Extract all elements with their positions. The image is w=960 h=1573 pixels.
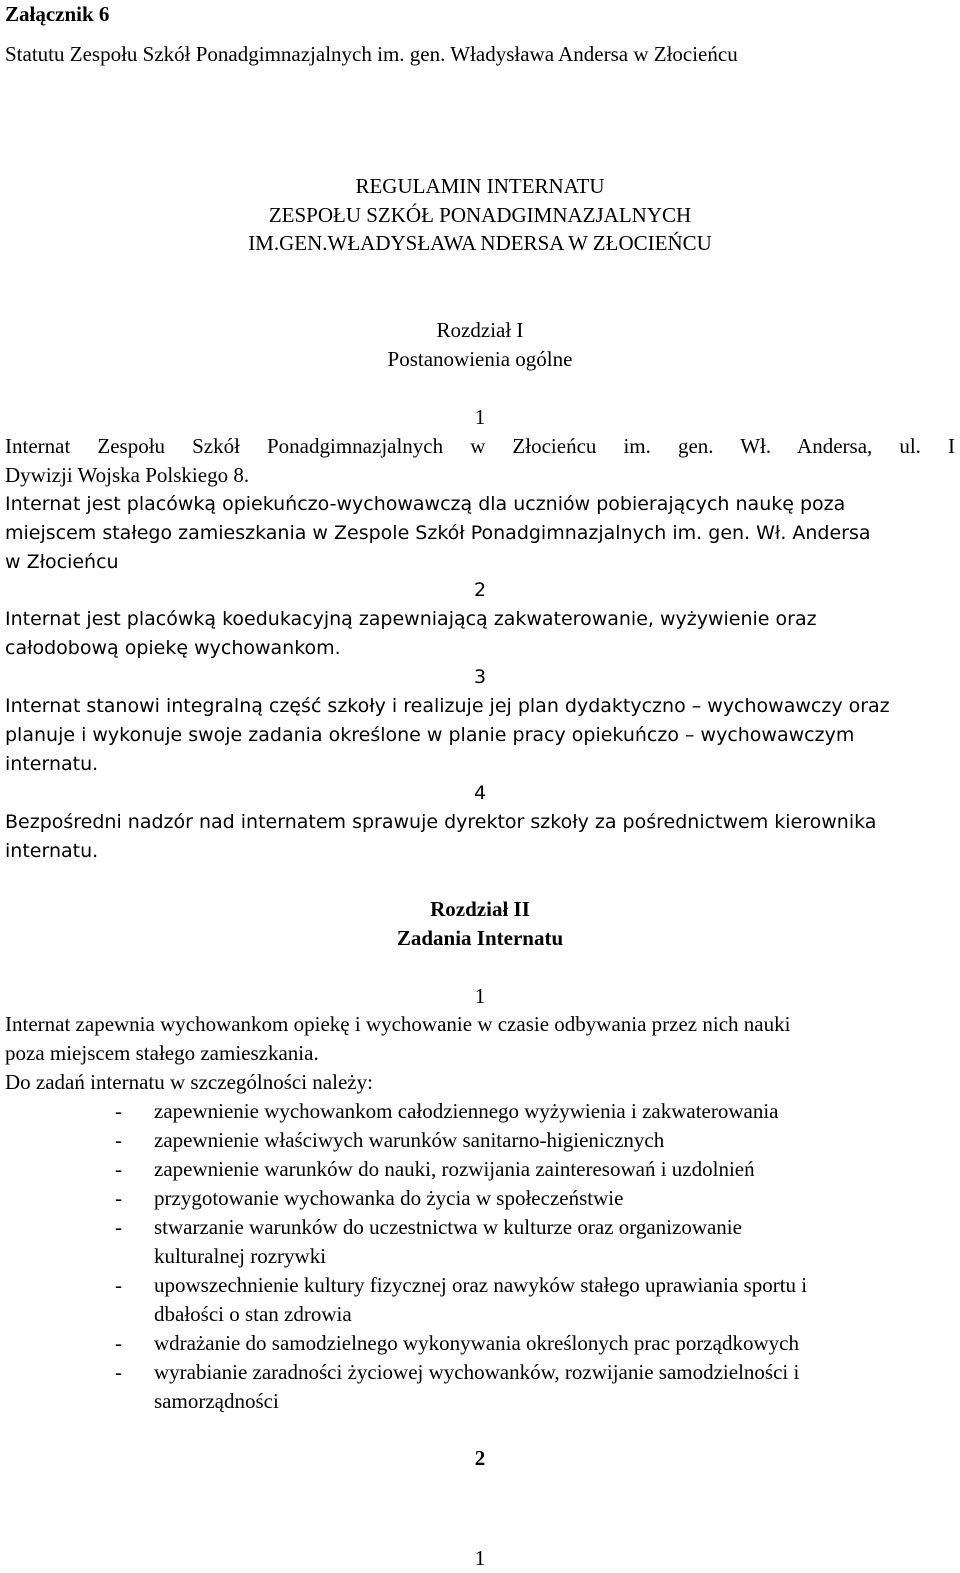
paragraph-line: Internat zapewnia wychowankom opiekę i wychowanie w czasie odbywania przez nich nauki (5, 1012, 791, 1036)
title-line-2: ZESPOŁU SZKÓŁ PONADGIMNAZJALNYCH (268, 203, 692, 227)
section-number: 1 (474, 984, 486, 1008)
paragraph-line: Bezpośredni nadzór nad internatem sprawuje dyrektor szkoły za pośrednictwem kierownika (5, 811, 877, 833)
section-number: 1 (474, 405, 486, 429)
list-item-text: kulturalnej rozrywki (154, 1244, 327, 1268)
list-item-text: upowszechnienie kultury fizycznej oraz nawyków stałego uprawiania sportu i (154, 1273, 808, 1297)
list-bullet: - (115, 1128, 122, 1152)
title-line-1: REGULAMIN INTERNATU (355, 174, 605, 198)
paragraph-line: poza miejscem stałego zamieszkania. (5, 1041, 319, 1065)
paragraph-line: w Złocieńcu (5, 551, 119, 573)
chapter-1-subheading: Postanowienia ogólne (387, 347, 573, 371)
chapter-2-heading: Rozdział II (430, 897, 530, 921)
paragraph-line: Internat Zespołu Szkół Ponadgimnazjalnych w Złocieńcu im. gen. Wł. Andersa, ul. I (5, 434, 955, 458)
list-item-text: przygotowanie wychowanka do życia w społeczeństwie (154, 1186, 624, 1210)
list-bullet: - (115, 1331, 122, 1355)
paragraph-line: internatu. (5, 753, 99, 775)
title-line-3: IM.GEN.WŁADYSŁAWA NDERSA W ZŁOCIEŃCU (248, 231, 712, 255)
list-bullet: - (115, 1273, 122, 1297)
list-item-text: zapewnienie warunków do nauki, rozwijania zainteresowań i uzdolnień (154, 1157, 755, 1181)
paragraph-line: Internat jest placówką opiekuńczo-wychowawczą dla uczniów pobierających naukę poza (5, 493, 846, 515)
list-bullet: - (115, 1157, 122, 1181)
section-number: 2 (474, 1446, 486, 1470)
section-number: 2 (473, 579, 487, 601)
list-item-text: zapewnienie właściwych warunków sanitarno-higienicznych (154, 1128, 665, 1152)
paragraph-line: Internat stanowi integralną część szkoły i realizuje jej plan dydaktyczno – wychowawczy oraz (5, 695, 890, 717)
paragraph-line: Internat jest placówką koedukacyjną zapewniającą zakwaterowanie, wyżywienie oraz (5, 608, 817, 630)
tasks-intro: Do zadań internatu w szczególności należy: (5, 1070, 373, 1094)
list-item-text: samorządności (154, 1389, 279, 1413)
chapter-1-heading: Rozdział I (436, 318, 524, 342)
section-number: 3 (473, 666, 487, 688)
list-item-text: dbałości o stan zdrowia (154, 1302, 352, 1326)
page-number: 1 (474, 1546, 486, 1570)
list-item-text: stwarzanie warunków do uczestnictwa w kulturze oraz organizowanie (154, 1215, 742, 1239)
statute-line: Statutu Zespołu Szkół Ponadgimnazjalnych im. gen. Władysława Andersa w Złocieńcu (5, 42, 738, 66)
paragraph-line: miejscem stałego zamieszkania w Zespole Szkół Ponadgimnazjalnych im. gen. Wł. Andersa (5, 522, 871, 544)
chapter-2-subheading: Zadania Internatu (396, 926, 564, 950)
list-bullet: - (115, 1186, 122, 1210)
paragraph-line: całodobową opiekę wychowankom. (5, 637, 341, 659)
list-item-text: wyrabianie zaradności życiowej wychowanków, rozwijanie samodzielności i (154, 1360, 800, 1384)
list-item-text: wdrażanie do samodzielnego wykonywania określonych prac porządkowych (154, 1331, 799, 1355)
list-bullet: - (115, 1099, 122, 1123)
paragraph-line: internatu. (5, 840, 99, 862)
list-bullet: - (115, 1215, 122, 1239)
annex-label: Załącznik 6 (5, 2, 110, 26)
list-bullet: - (115, 1360, 122, 1384)
paragraph-line: planuje i wykonuje swoje zadania określone w planie pracy opiekuńczo – wychowawczym (5, 724, 855, 746)
list-item-text: zapewnienie wychowankom całodziennego wyżywienia i zakwaterowania (154, 1099, 779, 1123)
paragraph-line: Dywizji Wojska Polskiego 8. (5, 463, 250, 487)
section-number: 4 (473, 782, 487, 804)
